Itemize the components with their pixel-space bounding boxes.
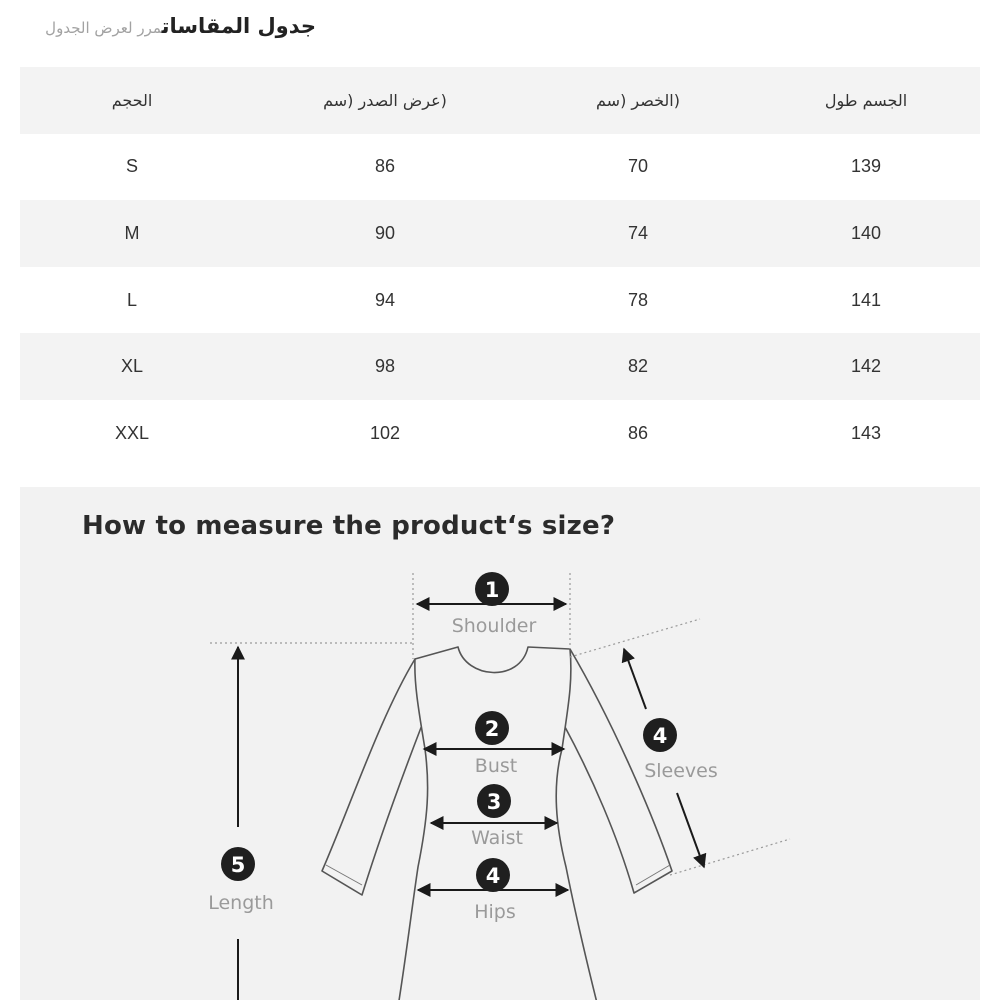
hips-number: 4	[485, 864, 501, 888]
table-row	[20, 400, 980, 467]
cell-bust: 86	[374, 156, 396, 177]
cell-length: 141	[850, 289, 882, 310]
cell-length: 139	[850, 156, 882, 177]
table-row	[20, 134, 980, 201]
column-header-waist: (الخصر (سم	[596, 90, 680, 110]
sleeves-marker	[643, 718, 718, 782]
cell-waist: 86	[627, 422, 649, 443]
cell-bust: 102	[369, 422, 401, 443]
sleeve-arrow-bottom	[677, 793, 704, 867]
column-header-length: الجسم طول	[824, 90, 908, 110]
waist-label: Waist	[471, 827, 523, 849]
measure-guide-panel	[20, 487, 980, 1000]
sleeves-label: Sleeves	[644, 760, 718, 782]
measure-guide-title: How to measure the product‘s size?	[82, 511, 616, 541]
cell-length: 143	[850, 422, 882, 443]
column-header-size: الحجم	[111, 90, 153, 110]
length-marker	[208, 847, 274, 914]
table-row	[20, 333, 980, 400]
shoulder-number: 1	[484, 578, 500, 602]
cell-waist: 74	[627, 222, 649, 243]
waist-number: 3	[486, 790, 502, 814]
cell-bust: 90	[374, 222, 396, 243]
bust-number: 2	[484, 717, 500, 741]
size-chart-header	[36, 14, 316, 54]
sleeves-number: 4	[652, 724, 668, 748]
cell-waist: 70	[627, 156, 649, 177]
size-chart-title: جدول المقاسات	[161, 14, 316, 38]
bust-label: Bust	[474, 755, 518, 777]
cell-length: 140	[850, 222, 882, 243]
table-header-row	[20, 67, 980, 134]
cell-length: 142	[850, 356, 882, 377]
hips-label: Hips	[474, 901, 516, 923]
shoulder-label: Shoulder	[451, 615, 537, 637]
cell-size: S	[125, 156, 139, 177]
cell-size: L	[126, 289, 138, 310]
cell-bust: 98	[374, 356, 396, 377]
length-label: Length	[208, 892, 274, 914]
cell-size: XXL	[114, 422, 150, 443]
table-row	[20, 267, 980, 334]
cell-size: M	[124, 222, 140, 243]
cell-bust: 94	[374, 289, 396, 310]
cell-size: XL	[120, 356, 144, 377]
sleeve-arrow-top	[624, 649, 646, 709]
table-row	[20, 200, 980, 267]
size-table[interactable]	[20, 67, 980, 467]
cell-waist: 78	[627, 289, 649, 310]
column-header-bust: (عرض الصدر (سم	[323, 90, 447, 110]
scroll-hint: مرر لعرض الجدول	[45, 19, 162, 37]
cell-waist: 82	[627, 356, 649, 377]
dress-measure-diagram	[20, 487, 980, 1000]
length-number: 5	[230, 853, 246, 877]
